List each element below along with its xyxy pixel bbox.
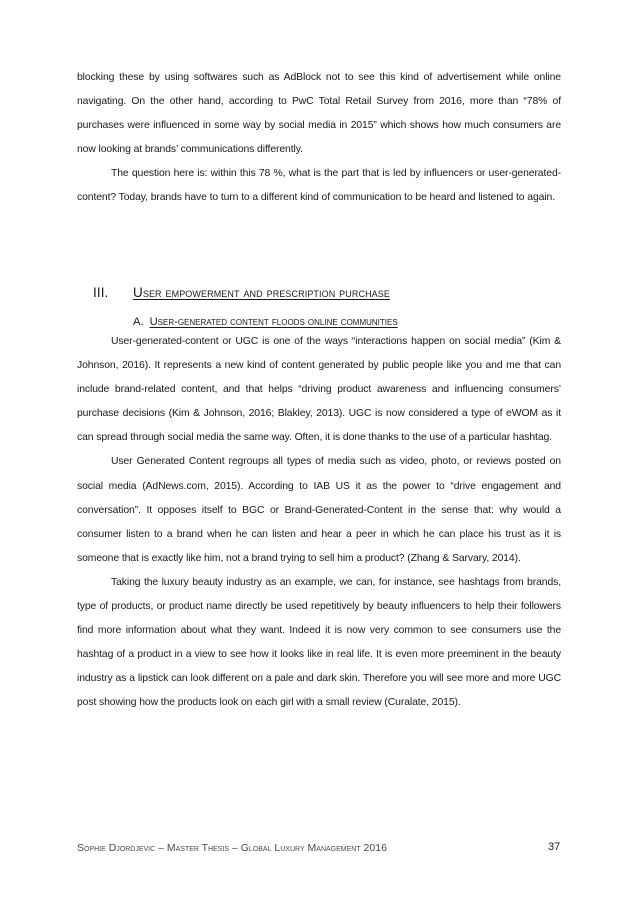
section-title: User empowerment and prescription purchase: [133, 285, 390, 300]
paragraph: blocking these by using softwares such as AdBlock not to see this kind of advertisement while online navigating. On the other hand, according to PwC Total Retail Survey from 2016, more than “78% of purchases were influenced in some way by social media in 2015” which shows how much consumers are now looking at brands’ communications differently.: [77, 72, 561, 156]
page-footer: Sophie Djordjevic – Master Thesis – Global Luxury Management 2016: [77, 842, 387, 854]
paragraph: The question here is: within this 78 %, what is the part that is led by influencers or user-generated-content? Today, brands have to turn to a different kind of communication to be heard and listened to again.: [77, 168, 561, 204]
intro-text-block: [77, 66, 561, 211]
subsection-title: User-generated content floods online communities: [149, 316, 398, 328]
section-number: III.: [93, 285, 109, 300]
section-heading: [93, 285, 390, 300]
section-text-block: [77, 330, 561, 716]
paragraph: Taking the luxury beauty industry as an example, we can, for instance, see hashtags from brands, type of products, or product name directly be used repetitively by beauty influencers to help their followers find more information about what they want. Indeed it is now very common to see consumers use the hashtag of a product in a view to see how it looks like in real life. It is even more preeminent in the beauty industry as a lipstick can look different on a pale and dark skin. Therefore you will see more and more UGC post showing how the products look on each girl with a small review (Curalate, 2015).: [77, 576, 561, 709]
paragraph: User Generated Content regroups all types of media such as video, photo, or reviews posted on social media (AdNews.com, 2015). According to IAB US it as the power to “drive engagement and conversation”. It opposes itself to BGC or Brand-Generated-Content in the sense that: why would a consumer listen to a brand when he can listen and hear a peer in which he can place his trust as it is someone that is exactly like him, not a brand trying to sell him a product? (Zhang & Sarvary, 2014).: [77, 456, 561, 564]
subsection-heading: [133, 316, 398, 328]
subsection-letter: A.: [133, 316, 144, 328]
page-number: 37: [548, 841, 561, 853]
paragraph: User-generated-content or UGC is one of the ways “interactions happen on social media” (Kim & Johnson, 2016). It represents a new kind of content generated by public people like you and me that can include brand-related content, and that helps “driving product awareness and influencing consumers’ purchase decisions (Kim & Johnson, 2016; Blakley, 2013). UGC is now considered a type of eWOM as it can spread through social media the same way. Often, it is done thanks to the use of a particular hashtag.: [77, 336, 561, 444]
